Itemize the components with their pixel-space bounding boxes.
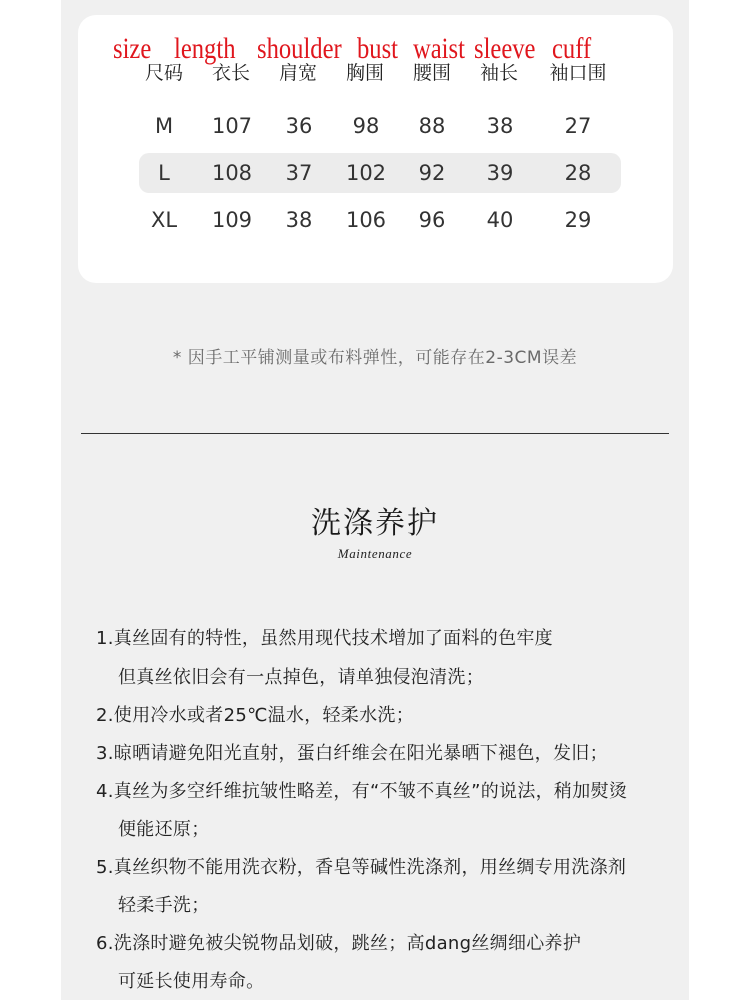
en-header-length: length [174, 32, 236, 65]
size-cell: XL [150, 208, 178, 232]
cn-header-size: 尺码 [144, 62, 184, 84]
care-line: 6.洗涤时避免被尖锐物品划破，跳丝；高dang丝绸细心养护 [96, 933, 582, 954]
shoulder-cell: 36 [285, 114, 313, 138]
en-header-shoulder: shoulder [257, 32, 342, 65]
length-cell: 108 [211, 161, 253, 185]
care-line: 1.真丝固有的特性，虽然用现代技术增加了面料的色牢度 [96, 628, 553, 649]
care-line: 2.使用冷水或者25℃温水，轻柔水洗； [96, 705, 414, 726]
bust-cell: 102 [345, 161, 387, 185]
care-line: 4.真丝为多空纤维抗皱性略差，有“不皱不真丝”的说法，稍加熨烫 [96, 781, 628, 802]
length-cell: 109 [211, 208, 253, 232]
care-line: 但真丝依旧会有一点掉色，请单独侵泡清洗； [118, 667, 484, 688]
maintenance-title: 洗涤养护 [311, 506, 439, 541]
cn-header-waist: 腰围 [412, 62, 452, 84]
cuff-cell: 28 [564, 161, 592, 185]
en-header-waist: waist [413, 32, 465, 65]
en-header-cuff: cuff [552, 32, 592, 65]
cuff-cell: 29 [564, 208, 592, 232]
waist-cell: 88 [418, 114, 446, 138]
maintenance-subtitle: Maintenance [337, 546, 413, 561]
care-line: 5.真丝织物不能用洗衣粉，香皂等碱性洗涤剂，用丝绸专用洗涤剂 [96, 857, 627, 878]
size-cell: L [158, 161, 170, 185]
cn-header-bust: 胸围 [345, 62, 385, 84]
section-divider [81, 433, 669, 434]
measurement-note: * 因手工平铺测量或布料弹性，可能存在2-3CM误差 [172, 348, 578, 368]
care-line: 便能还原； [118, 819, 210, 840]
cn-header-sleeve: 袖长 [479, 62, 519, 84]
waist-cell: 92 [418, 161, 446, 185]
sleeve-cell: 38 [486, 114, 514, 138]
en-header-size: size [113, 32, 152, 65]
shoulder-cell: 38 [285, 208, 313, 232]
sleeve-cell: 39 [486, 161, 514, 185]
length-cell: 107 [211, 114, 253, 138]
care-line: 轻柔手洗； [118, 895, 210, 916]
cuff-cell: 27 [564, 114, 592, 138]
bust-cell: 106 [345, 208, 387, 232]
en-header-sleeve: sleeve [474, 32, 536, 65]
en-header-bust: bust [357, 32, 399, 65]
care-line: 3.晾晒请避免阳光直射，蛋白纤维会在阳光暴晒下褪色，发旧； [96, 743, 608, 764]
size-cell: M [154, 114, 174, 138]
waist-cell: 96 [418, 208, 446, 232]
sleeve-cell: 40 [486, 208, 514, 232]
care-line: 可延长使用寿命。 [118, 971, 265, 992]
cn-header-cuff: 袖口围 [549, 62, 607, 84]
shoulder-cell: 37 [285, 161, 313, 185]
cn-header-shoulder: 肩宽 [278, 62, 318, 84]
cn-header-length: 衣长 [211, 62, 251, 84]
bust-cell: 98 [352, 114, 380, 138]
